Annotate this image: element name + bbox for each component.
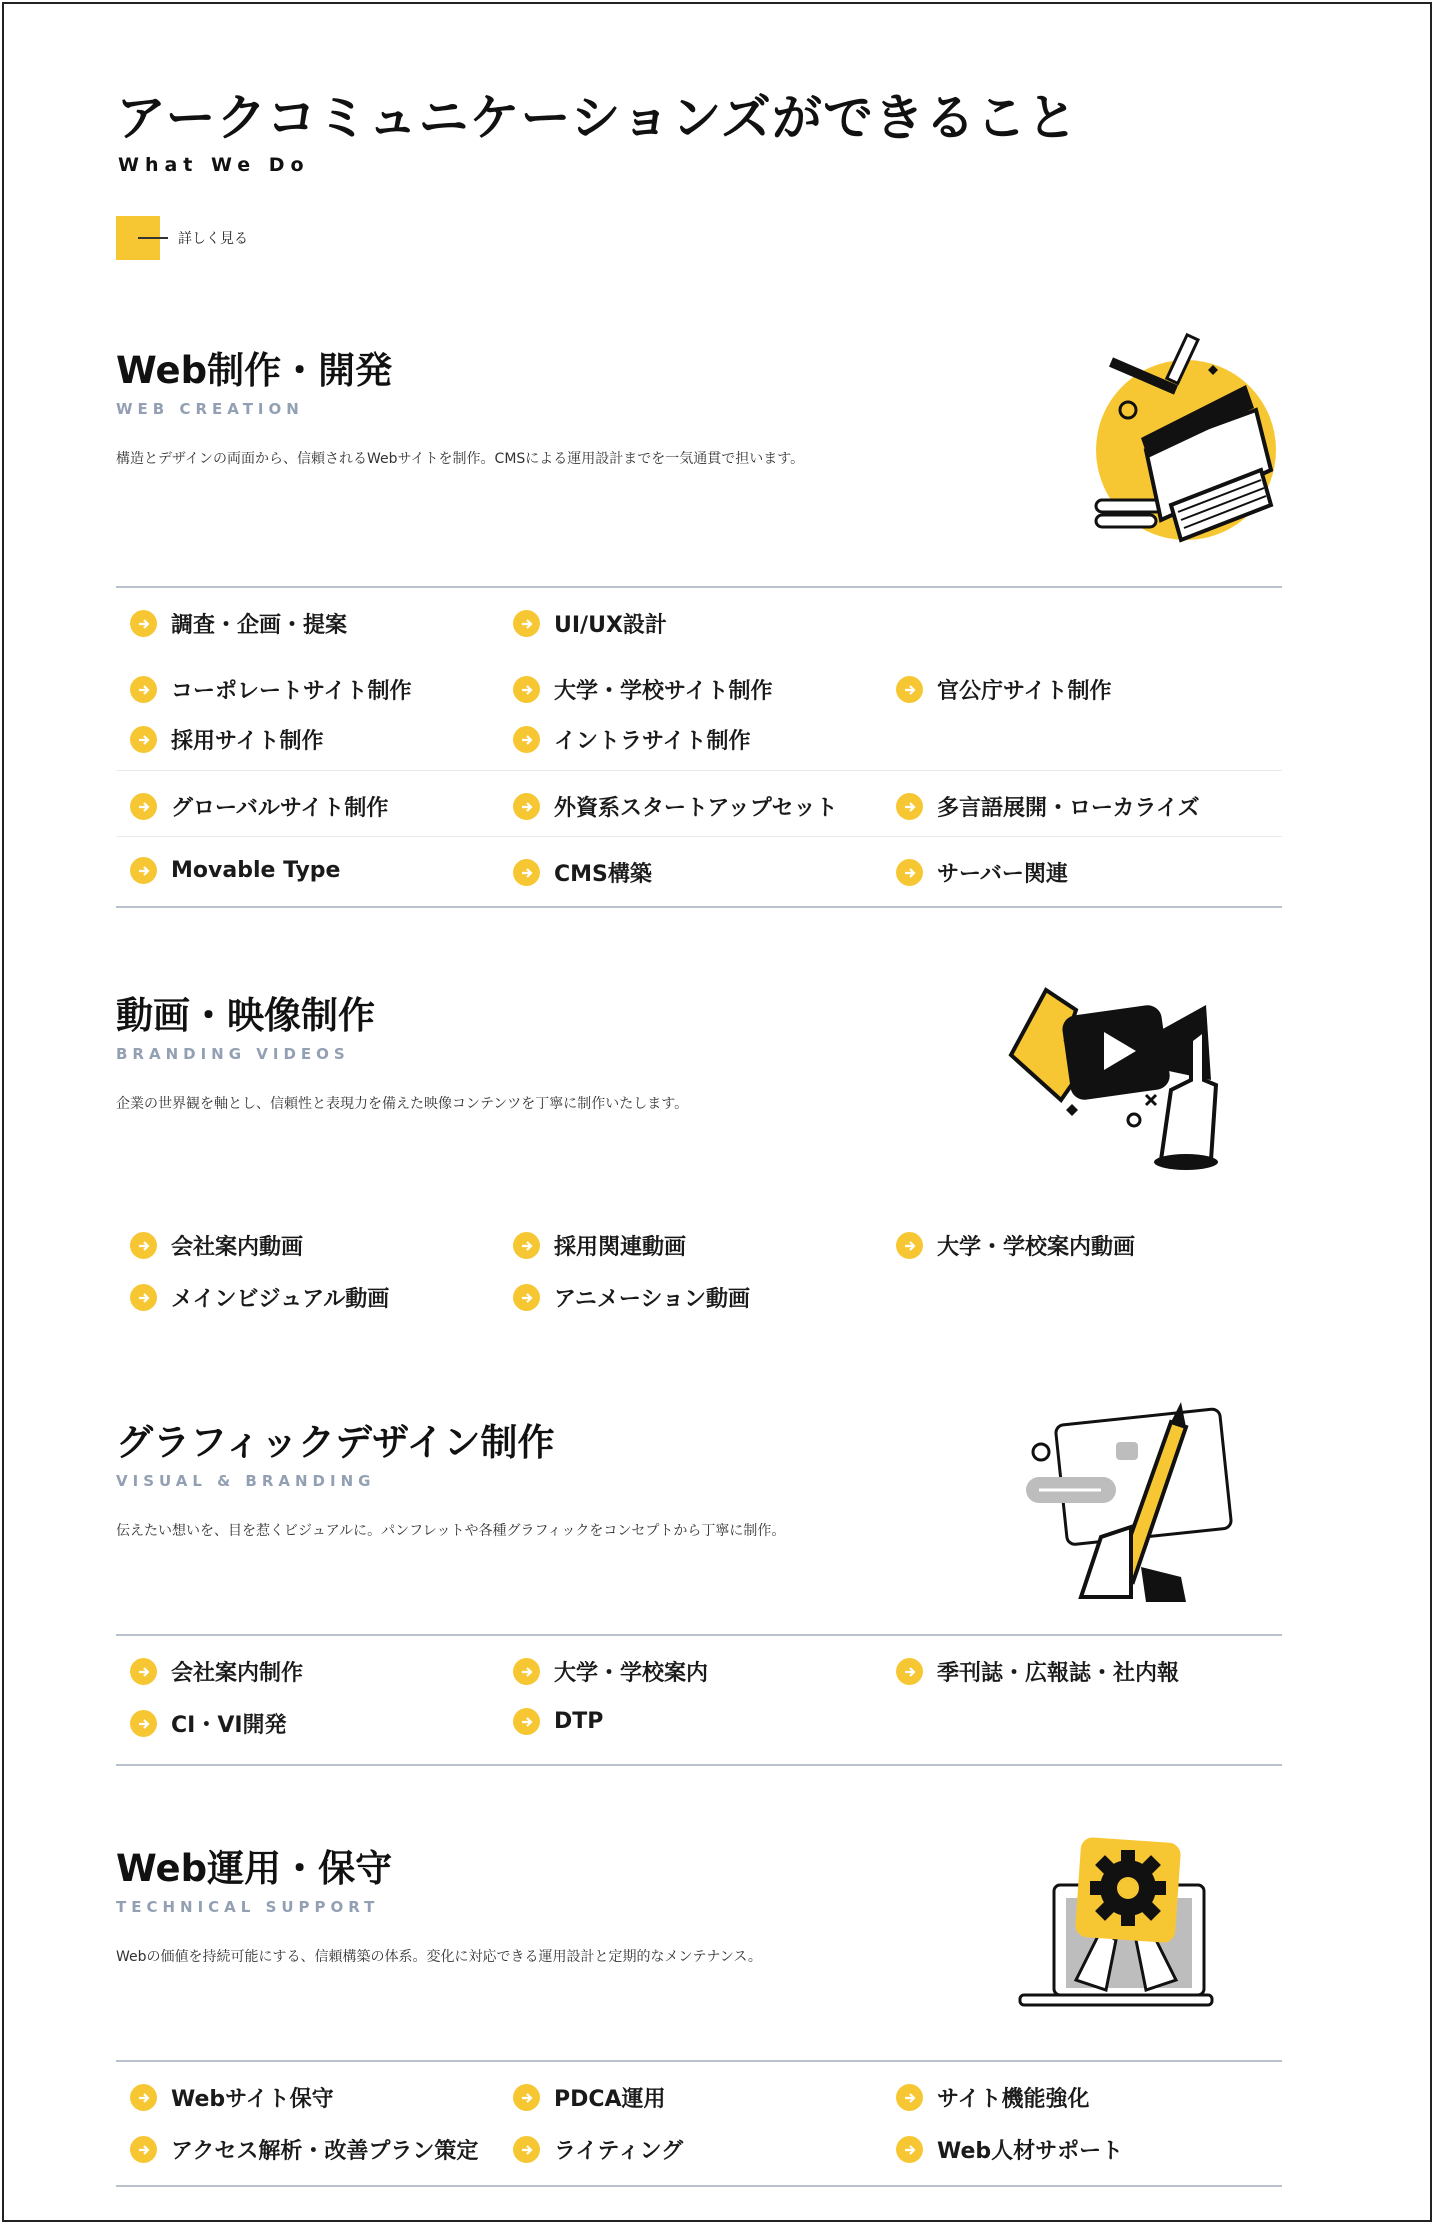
video-camera-illustration-icon — [1006, 970, 1246, 1175]
arrow-right-icon — [513, 1708, 540, 1735]
gear-support-illustration-icon — [1016, 1830, 1216, 2030]
list-item[interactable]: コーポレートサイト制作 — [130, 674, 411, 705]
list-item[interactable]: 採用関連動画 — [513, 1230, 686, 1261]
list-item[interactable]: ライティング — [513, 2134, 683, 2165]
section-subtitle: TECHNICAL SUPPORT — [116, 1898, 380, 1916]
list-row — [116, 2118, 1282, 2183]
section-description: 伝えたい想いを、目を惹くビジュアルに。パンフレットや各種グラフィックをコンセプトから丁寧に制作。 — [116, 1523, 786, 1539]
arrow-right-icon — [896, 1232, 923, 1259]
service-list — [116, 586, 1282, 908]
list-row — [116, 836, 1282, 905]
list-item[interactable]: グローバルサイト制作 — [130, 791, 388, 822]
arrow-right-icon — [896, 2084, 923, 2111]
laptop-illustration-icon — [1056, 330, 1276, 560]
more-link[interactable] — [116, 216, 248, 260]
list-item[interactable]: サーバー関連 — [896, 857, 1068, 888]
page-subtitle: What We Do — [118, 154, 310, 176]
arrow-right-icon — [130, 610, 157, 637]
arrow-right-icon — [513, 726, 540, 753]
service-list — [116, 2060, 1282, 2187]
list-item[interactable]: PDCA運用 — [513, 2082, 666, 2113]
list-item[interactable]: UI/UX設計 — [513, 608, 667, 639]
list-row — [116, 588, 1282, 648]
list-item[interactable]: 多言語展開・ローカライズ — [896, 791, 1200, 822]
list-item[interactable]: サイト機能強化 — [896, 2082, 1089, 2113]
arrow-right-icon — [130, 1710, 157, 1737]
list-row — [116, 770, 1282, 837]
list-item[interactable]: 官公庁サイト制作 — [896, 674, 1111, 705]
arrow-right-icon — [513, 2084, 540, 2111]
list-item[interactable]: 大学・学校案内 — [513, 1656, 708, 1687]
more-label: 詳しく見る — [178, 231, 248, 247]
list-row — [116, 704, 1282, 770]
list-item[interactable]: DTP — [513, 1708, 603, 1735]
list-item[interactable]: Movable Type — [130, 857, 340, 884]
section-title: Web制作・開発 — [116, 349, 393, 392]
more-arrow-icon — [116, 216, 160, 260]
list-item[interactable]: CI・VI開発 — [130, 1708, 287, 1739]
arrow-right-icon — [896, 859, 923, 886]
arrow-right-icon — [130, 676, 157, 703]
list-item[interactable]: アニメーション動画 — [513, 1282, 750, 1313]
section-subtitle: VISUAL & BRANDING — [116, 1472, 376, 1490]
arrow-right-icon — [130, 1284, 157, 1311]
arrow-right-icon — [513, 610, 540, 637]
list-item[interactable]: 採用サイト制作 — [130, 724, 323, 755]
service-list — [116, 1200, 1282, 1325]
page-title: アークコミュニケーションズができること — [116, 89, 1078, 147]
list-item[interactable]: 会社案内制作 — [130, 1656, 303, 1687]
arrow-right-icon — [130, 857, 157, 884]
section-description: 企業の世界観を軸とし、信頼性と表現力を備えた映像コンテンツを丁寧に制作いたします。 — [116, 1096, 689, 1112]
list-row — [116, 1256, 1282, 1316]
list-item[interactable]: 大学・学校案内動画 — [896, 1230, 1135, 1261]
service-list — [116, 1634, 1282, 1766]
arrow-right-icon — [513, 859, 540, 886]
section-web-creation — [116, 340, 1282, 910]
section-description: 構造とデザインの両面から、信頼されるWebサイトを制作。CMSによる運用設計までを一気通貫で担います。 — [116, 451, 805, 467]
list-item[interactable]: 調査・企画・提案 — [130, 608, 347, 639]
arrow-right-icon — [896, 1658, 923, 1685]
list-row — [116, 1636, 1282, 1692]
list-row — [116, 648, 1282, 704]
arrow-right-icon — [513, 1284, 540, 1311]
list-item[interactable]: 大学・学校サイト制作 — [513, 674, 772, 705]
list-item[interactable]: CMS構築 — [513, 857, 652, 888]
list-row — [116, 1200, 1282, 1260]
arrow-right-icon — [130, 2084, 157, 2111]
list-item[interactable]: イントラサイト制作 — [513, 724, 750, 755]
list-row — [116, 1692, 1282, 1762]
section-technical-support — [116, 1838, 1282, 2183]
section-description: Webの価値を持続可能にする、信頼構築の体系。変化に対応できる運用設計と定期的なメンテナンス。 — [116, 1949, 762, 1965]
list-item[interactable]: 会社案内動画 — [130, 1230, 303, 1261]
list-item[interactable]: 外資系スタートアップセット — [513, 791, 838, 822]
arrow-right-icon — [896, 793, 923, 820]
list-item[interactable]: Web人材サポート — [896, 2134, 1123, 2165]
list-item[interactable]: 季刊誌・広報誌・社内報 — [896, 1656, 1179, 1687]
arrow-right-icon — [513, 1658, 540, 1685]
section-branding-videos — [116, 985, 1282, 1325]
arrow-right-icon — [130, 726, 157, 753]
pencil-design-illustration-icon — [1021, 1397, 1236, 1612]
arrow-right-icon — [513, 1232, 540, 1259]
arrow-right-icon — [130, 793, 157, 820]
section-title: グラフィックデザイン制作 — [116, 1421, 555, 1464]
arrow-right-icon — [130, 1232, 157, 1259]
list-row — [116, 2062, 1282, 2118]
section-visual-branding — [116, 1412, 1282, 1762]
arrow-right-icon — [130, 2136, 157, 2163]
arrow-right-icon — [513, 793, 540, 820]
arrow-right-icon — [513, 676, 540, 703]
list-item[interactable]: アクセス解析・改善プラン策定 — [130, 2134, 478, 2165]
section-subtitle: BRANDING VIDEOS — [116, 1045, 350, 1063]
arrow-right-icon — [896, 2136, 923, 2163]
section-subtitle: WEB CREATION — [116, 400, 304, 418]
arrow-right-icon — [513, 2136, 540, 2163]
section-title: 動画・映像制作 — [116, 994, 375, 1037]
list-item[interactable]: メインビジュアル動画 — [130, 1282, 389, 1313]
list-item[interactable]: Webサイト保守 — [130, 2082, 334, 2113]
section-title: Web運用・保守 — [116, 1847, 393, 1890]
arrow-right-icon — [130, 1658, 157, 1685]
arrow-right-icon — [896, 676, 923, 703]
